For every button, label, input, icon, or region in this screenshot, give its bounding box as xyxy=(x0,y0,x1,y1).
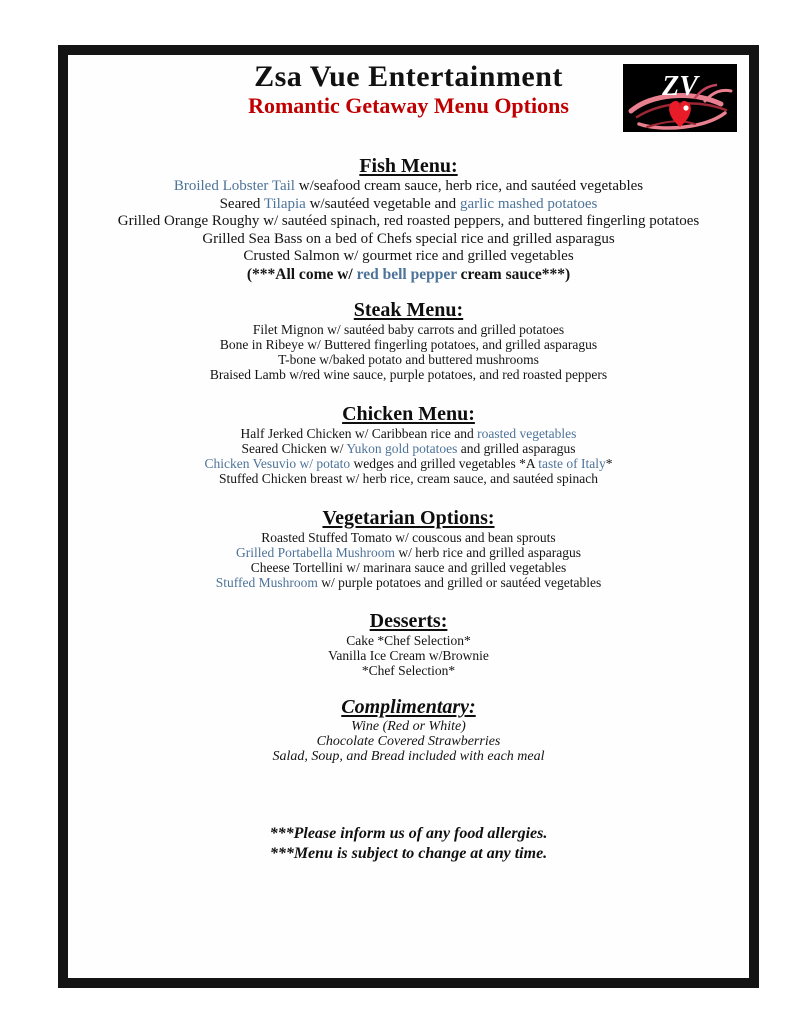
menu-item-line xyxy=(68,648,749,663)
menu-text: Seared xyxy=(219,195,264,212)
menu-item-line xyxy=(68,367,749,382)
menu-section-vegetarian xyxy=(68,506,749,590)
section-heading-fish: Fish Menu: xyxy=(359,155,458,177)
menu-text: T-bone w/baked potato and buttered mushrooms xyxy=(278,352,539,367)
highlighted-menu-text: Yukon gold potatoes xyxy=(346,441,458,456)
highlighted-menu-text: Broiled Lobster Tail xyxy=(173,178,295,194)
menu-section-chicken xyxy=(68,402,749,486)
menu-item-line xyxy=(68,352,749,367)
menu-item-line xyxy=(68,575,749,590)
menu-item-line xyxy=(68,719,749,734)
heart-highlight-dot xyxy=(683,105,688,110)
menu-item-line xyxy=(68,441,749,456)
footer-notes xyxy=(68,824,749,864)
highlighted-menu-text: taste of Italy xyxy=(538,456,606,471)
menu-item-line xyxy=(68,734,749,749)
menu-item-line xyxy=(68,337,749,352)
menu-text: w/ herb rice and grilled asparagus xyxy=(395,545,581,560)
menu-item-line xyxy=(68,248,749,266)
section-heading-vegetarian: Vegetarian Options: xyxy=(322,507,495,529)
menu-text: w/ purple potatoes and grilled or sautéed vegetables xyxy=(317,575,602,590)
section-heading-steak: Steak Menu: xyxy=(353,299,464,321)
logo-monogram: ZV xyxy=(662,71,698,102)
menu-sections xyxy=(68,154,749,764)
section-heading-chicken: Chicken Menu: xyxy=(342,403,475,425)
footer-note: ***Please inform us of any food allergies. xyxy=(269,825,548,842)
menu-text: Cake *Chef Selection* xyxy=(346,633,471,648)
footer-note: ***Menu is subject to change at any time. xyxy=(269,845,548,862)
menu-item-line xyxy=(68,322,749,337)
menu-text: w/sautéed vegetable and xyxy=(305,195,460,212)
menu-text: * xyxy=(605,456,613,471)
menu-text: Half Jerked Chicken w/ Caribbean rice and xyxy=(240,426,478,441)
menu-text: Salad, Soup, and Bread included with each meal xyxy=(272,749,545,764)
menu-text: Grilled Orange Roughy w/ sautéed spinach, red roasted peppers, and buttered fingerling potatoes xyxy=(117,213,700,229)
menu-text: Grilled Sea Bass on a bed of Chefs special rice and grilled asparagus xyxy=(202,230,615,247)
menu-section-desserts xyxy=(68,609,749,678)
section-heading-complimentary: Complimentary: xyxy=(341,696,476,718)
menu-item-line xyxy=(68,633,749,648)
menu-text: cream sauce***) xyxy=(456,265,571,283)
menu-text: Seared Chicken w/ xyxy=(241,441,347,456)
menu-item-line xyxy=(68,545,749,560)
document-header xyxy=(68,55,749,118)
menu-text: Roasted Stuffed Tomato w/ couscous and bean sprouts xyxy=(261,530,556,545)
company-logo xyxy=(623,64,737,132)
menu-section-steak xyxy=(68,298,749,382)
highlighted-menu-text: red bell pepper xyxy=(356,265,457,283)
page-border-frame xyxy=(58,45,759,988)
highlighted-menu-text: Chicken Vesuvio w/ potato xyxy=(204,456,351,471)
menu-text: Filet Mignon w/ sautéed baby carrots and grilled potatoes xyxy=(252,322,565,337)
menu-item-line xyxy=(68,749,749,764)
menu-item-line xyxy=(68,663,749,678)
menu-text: Bone in Ribeye w/ Buttered fingerling potatoes, and grilled asparagus xyxy=(219,337,598,352)
section-heading-desserts: Desserts: xyxy=(369,610,448,632)
menu-section-complimentary xyxy=(68,695,749,764)
menu-text: *Chef Selection* xyxy=(361,663,456,678)
menu-item-line xyxy=(68,178,749,196)
highlighted-menu-text: garlic mashed potatoes xyxy=(459,195,598,212)
menu-text: Braised Lamb w/red wine sauce, purple potatoes, and red roasted peppers xyxy=(209,367,608,382)
highlighted-menu-text: Tilapia xyxy=(263,195,306,212)
menu-item-line xyxy=(68,560,749,575)
menu-subtitle: Romantic Getaway Menu Options xyxy=(248,93,569,118)
menu-text: Cheese Tortellini w/ marinara sauce and grilled vegetables xyxy=(250,560,567,575)
menu-item-line xyxy=(68,196,749,214)
highlighted-menu-text: Grilled Portabella Mushroom xyxy=(236,545,396,560)
highlighted-menu-text: roasted vegetables xyxy=(477,426,577,441)
menu-item-line xyxy=(68,213,749,231)
menu-item-line xyxy=(68,456,749,471)
company-logo-image xyxy=(623,64,737,132)
menu-text: and grilled asparagus xyxy=(457,441,576,456)
menu-text: Chocolate Covered Strawberries xyxy=(316,734,501,749)
menu-item-line xyxy=(68,266,749,284)
menu-text: Wine (Red or White) xyxy=(351,719,466,734)
menu-text: (***All come w/ xyxy=(246,265,357,283)
menu-text: Stuffed Chicken breast w/ herb rice, cream sauce, and sautéed spinach xyxy=(218,471,599,486)
menu-item-line xyxy=(68,471,749,486)
menu-section-fish xyxy=(68,154,749,283)
menu-text: wedges and grilled vegetables *A xyxy=(350,456,539,471)
menu-text: Crusted Salmon w/ gourmet rice and grilled vegetables xyxy=(243,248,574,264)
company-title: Zsa Vue Entertainment xyxy=(254,60,563,93)
menu-item-line xyxy=(68,231,749,249)
menu-text: w/seafood cream sauce, herb rice, and sautéed vegetables xyxy=(294,178,644,194)
menu-text: Vanilla Ice Cream w/Brownie xyxy=(328,648,489,663)
menu-item-line xyxy=(68,426,749,441)
highlighted-menu-text: Stuffed Mushroom xyxy=(215,575,318,590)
menu-item-line xyxy=(68,530,749,545)
